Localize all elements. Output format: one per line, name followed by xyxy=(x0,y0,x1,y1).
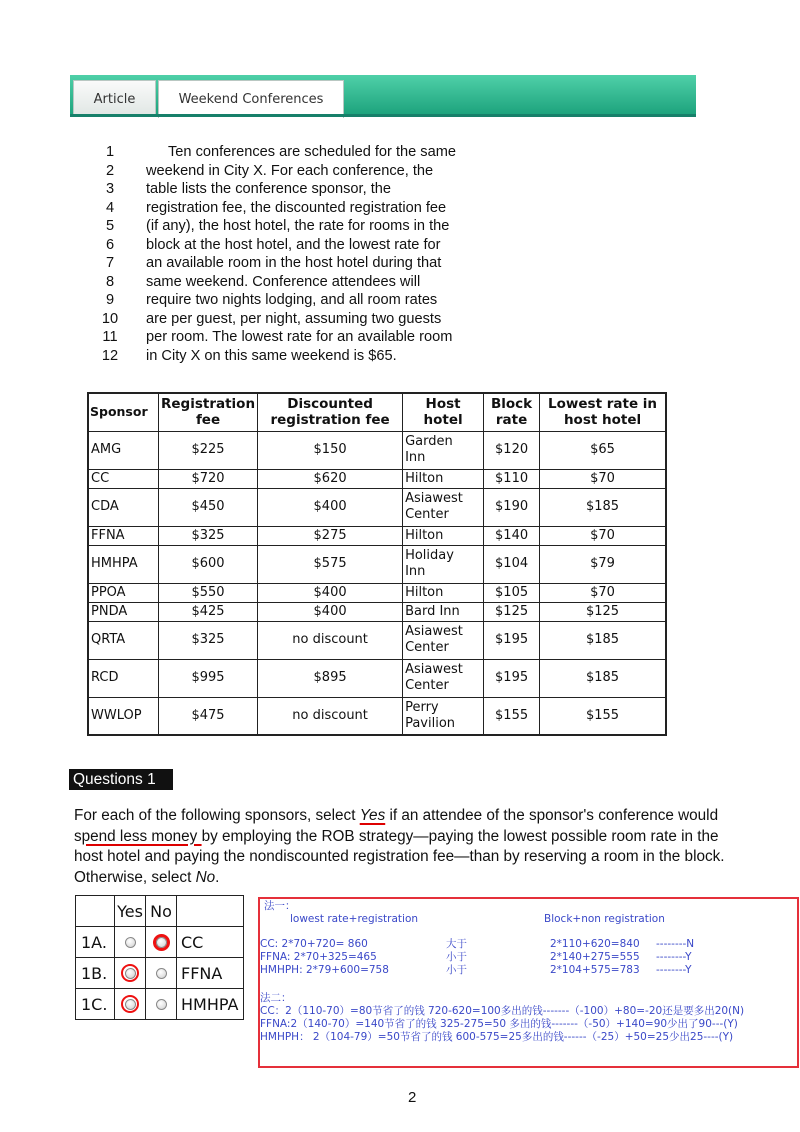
passage xyxy=(100,143,500,365)
answer-sponsor-name: HMHPA xyxy=(177,989,244,1020)
cell-registration-fee: $225 xyxy=(159,431,258,469)
cell-lowest-rate: $65 xyxy=(540,431,666,469)
cell-block-rate: $190 xyxy=(484,488,540,526)
answer-label: 1A. xyxy=(76,927,115,958)
header-lowest-rate: Lowest rate in host hotel xyxy=(540,393,666,431)
line-number: 7 xyxy=(105,255,115,271)
hotel-line: Asiawest xyxy=(405,491,463,506)
passage-line xyxy=(100,273,500,292)
line-number: 12 xyxy=(101,347,119,364)
passage-line xyxy=(100,291,500,310)
cell-discounted-fee: $150 xyxy=(258,431,403,469)
red-circle-mark xyxy=(153,934,170,951)
cell-discounted-fee: $895 xyxy=(258,659,403,697)
red-circle-mark xyxy=(121,964,139,982)
cell-discounted-fee: $575 xyxy=(258,545,403,583)
notes-m1-b: 2*104+575=783 xyxy=(550,964,640,976)
cell-registration-fee: $720 xyxy=(159,469,258,488)
notes-m1-r: --------N xyxy=(656,938,695,950)
table-row xyxy=(88,659,666,697)
notes-m1-b: 2*140+275=555 xyxy=(550,951,640,963)
passage-line xyxy=(100,254,500,273)
cell-lowest-rate: $185 xyxy=(540,488,666,526)
hotel-line: Holiday xyxy=(405,548,454,563)
notes-col1-header: lowest rate+registration xyxy=(290,913,419,925)
cell-registration-fee: $550 xyxy=(159,583,258,602)
yes-radio[interactable] xyxy=(125,937,136,948)
tab-bar xyxy=(70,75,696,117)
table-row xyxy=(88,469,666,488)
line-number: 4 xyxy=(105,199,115,216)
answer-no-cell xyxy=(146,958,177,989)
line-text: in City X on this same weekend is $65. xyxy=(146,347,397,364)
answer-sponsor-name: FFNA xyxy=(177,958,244,989)
cell-sponsor: RCD xyxy=(88,659,159,697)
notes-method2-title: 法二： xyxy=(260,992,292,1004)
tab-weekend-conferences[interactable]: Weekend Conferences xyxy=(158,80,344,118)
yes-column-header: Yes xyxy=(115,896,146,927)
handwritten-notes-box xyxy=(258,897,799,1068)
hotel-line: Perry xyxy=(405,699,439,715)
hotel-line: Hilton xyxy=(405,584,444,600)
answer-row xyxy=(76,989,244,1020)
cell-block-rate: $195 xyxy=(484,659,540,697)
line-text: (if any), the host hotel, the rate for rooms in the xyxy=(146,218,450,234)
answer-row xyxy=(76,958,244,989)
cell-host-hotel xyxy=(403,545,484,583)
table-row xyxy=(88,488,666,526)
hotel-line: Bard Inn xyxy=(405,603,460,619)
cell-discounted-fee: $275 xyxy=(258,526,403,545)
cell-registration-fee: $450 xyxy=(159,488,258,526)
notes-m2-line: HMHPH： 2（104-79）=50节省了的钱 600-575=25多出的钱------（-25）+50=25少出25----(Y) xyxy=(260,1031,734,1043)
hotel-line: Pavilion xyxy=(405,715,456,731)
notes-m2-line: FFNA:2（140-70）=140节省了的钱 325-275=50 多出的钱-------（-50）+140=90少出了90---(Y) xyxy=(260,1018,738,1030)
cell-block-rate: $110 xyxy=(484,469,540,488)
passage-line xyxy=(100,347,500,366)
cell-block-rate: $120 xyxy=(484,431,540,469)
notes-m2-line: CC：2（110-70）=80节省了的钱 720-620=100多出的钱-------（-100）+80=-20还是要多出20(N) xyxy=(260,1005,745,1017)
cell-sponsor: PNDA xyxy=(88,602,159,621)
line-number: 2 xyxy=(105,162,115,179)
hotel-line: Asiawest xyxy=(405,624,463,639)
notes-m1-a: HMHPH: 2*79+600=758 xyxy=(260,964,389,976)
table-row xyxy=(88,545,666,583)
answer-no-cell xyxy=(146,989,177,1020)
line-number: 11 xyxy=(102,329,118,345)
answer-corner xyxy=(76,896,115,927)
hotel-line: Center xyxy=(405,507,449,522)
cell-sponsor: PPOA xyxy=(88,583,159,602)
notes-method1-title: 法一： xyxy=(264,900,296,912)
hotel-line: Asiawest xyxy=(405,662,463,677)
notes-m1-a: CC: 2*70+720= 860 xyxy=(260,938,368,950)
cell-lowest-rate: $125 xyxy=(540,602,666,621)
line-number: 5 xyxy=(105,218,115,234)
cell-host-hotel xyxy=(403,697,484,735)
page-number: 2 xyxy=(408,1089,417,1106)
cell-discounted-fee: $620 xyxy=(258,469,403,488)
passage-line xyxy=(100,310,500,329)
notes-m1-r: --------Y xyxy=(656,951,692,963)
cell-host-hotel xyxy=(403,488,484,526)
line-text: an available room in the host hotel during that xyxy=(146,255,442,271)
cell-registration-fee: $325 xyxy=(159,526,258,545)
table-row xyxy=(88,526,666,545)
header-sponsor: Sponsor xyxy=(88,393,159,431)
no-column-header: No xyxy=(146,896,177,927)
line-number: 1 xyxy=(105,144,115,160)
answer-label: 1B. xyxy=(76,958,115,989)
passage-line xyxy=(100,217,500,236)
answer-row xyxy=(76,927,244,958)
hotel-line: Hilton xyxy=(405,527,444,543)
line-text: block at the host hotel, and the lowest rate for xyxy=(146,236,441,253)
cell-host-hotel xyxy=(403,526,484,545)
cell-discounted-fee: $400 xyxy=(258,583,403,602)
line-text: registration fee, the discounted registration fee xyxy=(146,199,447,216)
line-text: per room. The lowest rate for an available room xyxy=(146,329,453,345)
tab-bar-strip xyxy=(70,114,696,117)
cell-registration-fee: $995 xyxy=(159,659,258,697)
table-row xyxy=(88,697,666,735)
notes-m1-b: 2*110+620=840 xyxy=(550,938,640,950)
hotel-line: Inn xyxy=(405,450,426,465)
cell-discounted-fee: $400 xyxy=(258,602,403,621)
cell-lowest-rate: $70 xyxy=(540,526,666,545)
cell-sponsor: FFNA xyxy=(88,526,159,545)
cell-registration-fee: $600 xyxy=(159,545,258,583)
hotel-line: Center xyxy=(405,640,449,655)
table-row xyxy=(88,602,666,621)
cell-block-rate: $125 xyxy=(484,602,540,621)
answer-yes-cell xyxy=(115,927,146,958)
line-text: Ten conferences are scheduled for the same xyxy=(168,144,456,160)
answer-name-header xyxy=(177,896,244,927)
answer-label: 1C. xyxy=(76,989,115,1020)
line-text: same weekend. Conference attendees will xyxy=(146,273,421,290)
cell-block-rate: $155 xyxy=(484,697,540,735)
cell-registration-fee: $325 xyxy=(159,621,258,659)
answer-yes-cell xyxy=(115,958,146,989)
red-circle-mark xyxy=(121,995,139,1013)
header-discounted-fee: Discounted registration fee xyxy=(258,393,403,431)
cell-lowest-rate: $70 xyxy=(540,583,666,602)
line-number: 10 xyxy=(101,310,119,327)
hotel-line: Garden xyxy=(405,434,453,449)
cell-block-rate: $140 xyxy=(484,526,540,545)
line-text: are per guest, per night, assuming two guests xyxy=(146,310,442,327)
no-radio[interactable] xyxy=(156,999,167,1010)
notes-m1-a: FFNA: 2*70+325=465 xyxy=(260,951,377,963)
cell-discounted-fee: no discount xyxy=(258,621,403,659)
cell-lowest-rate: $79 xyxy=(540,545,666,583)
questions-header: Questions 1 xyxy=(69,769,173,790)
table-row xyxy=(88,431,666,469)
line-number: 8 xyxy=(105,273,115,290)
cell-discounted-fee: no discount xyxy=(258,697,403,735)
passage-line xyxy=(100,236,500,255)
cell-block-rate: $104 xyxy=(484,545,540,583)
passage-line xyxy=(100,328,500,347)
line-text: weekend in City X. For each conference, the xyxy=(146,162,434,179)
line-number: 6 xyxy=(105,236,115,253)
cell-host-hotel xyxy=(403,431,484,469)
cell-sponsor: WWLOP xyxy=(88,697,159,735)
hotel-line: Inn xyxy=(405,564,426,579)
cell-registration-fee: $475 xyxy=(159,697,258,735)
cell-host-hotel xyxy=(403,583,484,602)
cell-lowest-rate: $185 xyxy=(540,621,666,659)
cell-discounted-fee: $400 xyxy=(258,488,403,526)
tab-article[interactable]: Article xyxy=(73,80,156,117)
answer-no-cell xyxy=(146,927,177,958)
answer-grid xyxy=(75,895,244,1020)
passage-line xyxy=(100,162,500,181)
conference-table xyxy=(87,392,667,736)
yes-radio[interactable] xyxy=(125,968,136,979)
line-text: require two nights lodging, and all room rates xyxy=(146,292,438,308)
no-radio[interactable] xyxy=(156,968,167,979)
cell-host-hotel xyxy=(403,602,484,621)
table-row xyxy=(88,583,666,602)
cell-sponsor: AMG xyxy=(88,431,159,469)
header-registration-fee: Registration fee xyxy=(159,393,258,431)
no-radio[interactable] xyxy=(156,937,167,948)
line-text: table lists the conference sponsor, the xyxy=(146,181,392,197)
answer-sponsor-name: CC xyxy=(177,927,244,958)
cell-block-rate: $105 xyxy=(484,583,540,602)
notes-m1-cmp: 小于 xyxy=(446,964,467,976)
cell-block-rate: $195 xyxy=(484,621,540,659)
passage-line xyxy=(100,180,500,199)
notes-m1-r: --------Y xyxy=(656,964,692,976)
line-number: 3 xyxy=(105,181,115,197)
cell-registration-fee: $425 xyxy=(159,602,258,621)
passage-line xyxy=(100,199,500,218)
line-number: 9 xyxy=(105,292,115,308)
cell-host-hotel xyxy=(403,659,484,697)
cell-host-hotel xyxy=(403,469,484,488)
cell-sponsor: CDA xyxy=(88,488,159,526)
cell-lowest-rate: $70 xyxy=(540,469,666,488)
cell-sponsor: HMHPA xyxy=(88,545,159,583)
notes-m1-cmp: 大于 xyxy=(446,938,467,950)
hotel-line: Center xyxy=(405,678,449,693)
cell-sponsor: CC xyxy=(88,469,159,488)
notes-m1-cmp: 小于 xyxy=(446,951,467,963)
answer-yes-cell xyxy=(115,989,146,1020)
cell-lowest-rate: $185 xyxy=(540,659,666,697)
yes-radio[interactable] xyxy=(125,999,136,1010)
header-block-rate: Block rate xyxy=(484,393,540,431)
cell-sponsor: QRTA xyxy=(88,621,159,659)
passage-line xyxy=(100,143,500,162)
notes-col2-header: Block+non registration xyxy=(544,913,665,925)
cell-lowest-rate: $155 xyxy=(540,697,666,735)
table-row xyxy=(88,621,666,659)
cell-host-hotel xyxy=(403,621,484,659)
hotel-line: Hilton xyxy=(405,470,444,486)
header-host-hotel: Host hotel xyxy=(403,393,484,431)
question-text: For each of the following sponsors, select Yes if an attendee of the sponsor's conference would spend less money by employing the ROB strategy—paying the lowest possible room rate in the host hotel and paying the nondiscounted registration fee—than by reserving a room in the block. Otherwise, select No. xyxy=(74,807,725,886)
